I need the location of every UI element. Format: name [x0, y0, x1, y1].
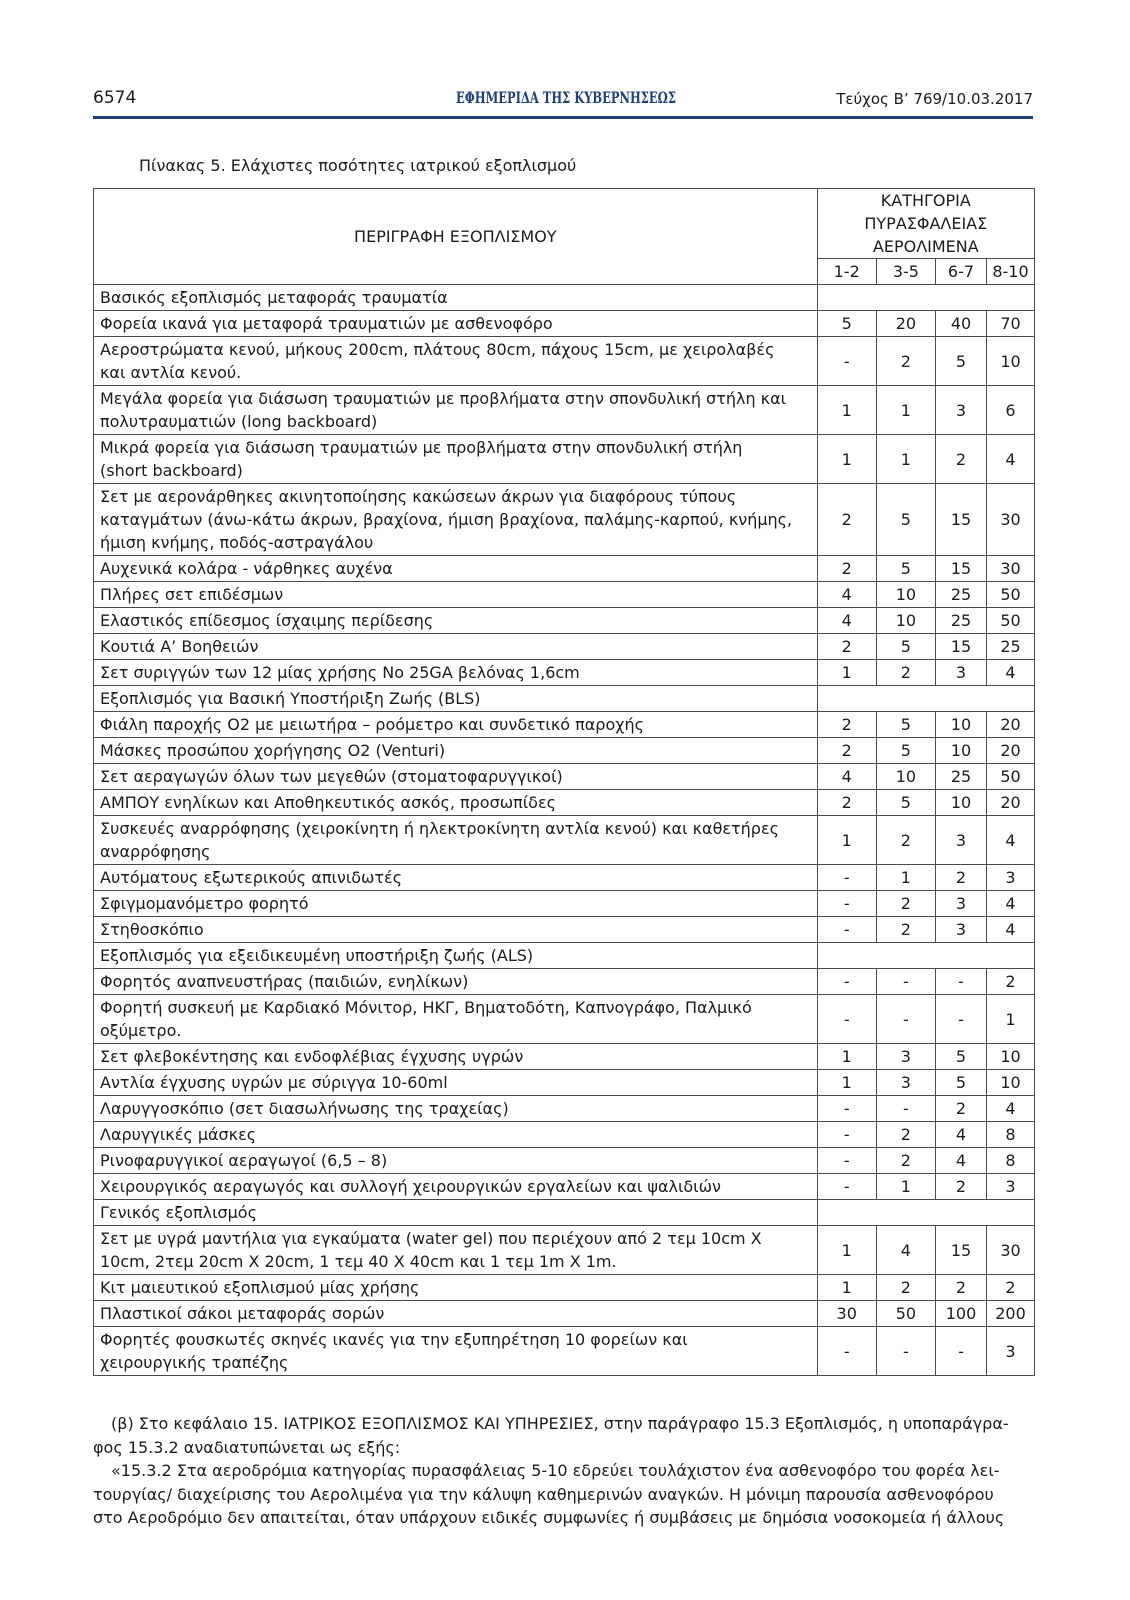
equipment-description: [94, 1327, 818, 1376]
table-row: [94, 1148, 1035, 1174]
table-row: [94, 1070, 1035, 1096]
description-line: Αυχενικά κολάρα - νάρθηκες αυχένα: [100, 559, 393, 578]
quantity-cell: 4: [987, 435, 1035, 484]
quantity-cell: 1: [876, 865, 935, 891]
equipment-description: [94, 1070, 818, 1096]
text-line: τουργίας/ διαχείρισης του Αερολιμένα για την κάλυψη καθημερινών αναγκών. Η μόνιμη παρουσία ασθενοφόρου: [93, 1484, 994, 1504]
equipment-table: [93, 188, 1035, 1376]
table-row: [94, 1301, 1035, 1327]
quantity-cell: 2: [817, 484, 876, 556]
table-caption: Πίνακας 5. Ελάχιστες ποσότητες ιατρικού εξοπλισμού: [139, 156, 577, 175]
quantity-cell: 8: [987, 1148, 1035, 1174]
text-line: (β) Στο κεφάλαιο 15. ΙΑΤΡΙΚΟΣ ΕΞΟΠΛΙΣΜΟΣ ΚΑΙ ΥΠΗΡΕΣΙΕΣ, στην παράγραφο 15.3 Εξοπλισμός, η υποπαράγρα-: [111, 1414, 1009, 1433]
description-line: Ρινοφαρυγγικοί αεραγωγοί (6,5 – 8): [100, 1151, 388, 1170]
quantity-cell: -: [817, 969, 876, 995]
equipment-description: [94, 1044, 818, 1070]
table-section-row: [94, 686, 1035, 712]
table-row: [94, 337, 1035, 386]
quantity-cell: -: [817, 337, 876, 386]
description-line: Φιάλη παροχής Ο2 με μειωτήρα – ροόμετρο και συνδετικό παροχής: [100, 715, 645, 734]
description-line: Σετ φλεβοκέντησης και ενδοφλέβιας έγχυσης υγρών: [100, 1047, 524, 1066]
table-row: [94, 1096, 1035, 1122]
quantity-cell: 2: [935, 1174, 986, 1200]
description-line: και αντλία κενού.: [100, 363, 242, 382]
section-label: Εξοπλισμός για Βασική Υποστήριξη Ζωής (BLS): [94, 686, 818, 712]
section-blank-cell: [817, 943, 1034, 969]
quantity-cell: -: [817, 1148, 876, 1174]
quantity-cell: 70: [987, 311, 1035, 337]
description-line: Ελαστικός επίδεσμος ίσχαιμης περίδεσης: [100, 611, 434, 630]
quantity-cell: 4: [935, 1148, 986, 1174]
table-section-row: [94, 943, 1035, 969]
page-header: [93, 82, 1033, 119]
quantity-cell: 2: [987, 1275, 1035, 1301]
text-line: φος 15.3.2 αναδιατυπώνεται ως εξής:: [93, 1437, 401, 1457]
quantity-cell: 4: [987, 917, 1035, 943]
quantity-cell: 5: [876, 634, 935, 660]
equipment-description: [94, 995, 818, 1044]
section-blank-cell: [817, 686, 1034, 712]
quantity-cell: 25: [935, 582, 986, 608]
quantity-cell: 5: [935, 337, 986, 386]
table-row: [94, 1275, 1035, 1301]
quantity-cell: 2: [876, 660, 935, 686]
quantity-cell: 2: [876, 1148, 935, 1174]
quantity-cell: 10: [935, 738, 986, 764]
equipment-description: [94, 660, 818, 686]
table-row: [94, 608, 1035, 634]
quantity-cell: 3: [935, 816, 986, 865]
table-row: [94, 660, 1035, 686]
section-label: Εξοπλισμός για εξειδικευμένη υποστήριξη ζωής (ALS): [94, 943, 818, 969]
equipment-description: [94, 865, 818, 891]
quantity-cell: 1: [987, 995, 1035, 1044]
quantity-cell: 4: [817, 764, 876, 790]
quantity-cell: 2: [876, 891, 935, 917]
quantity-cell: 10: [987, 1070, 1035, 1096]
quantity-cell: 1: [876, 435, 935, 484]
quantity-cell: 1: [817, 1226, 876, 1275]
quantity-cell: 8: [987, 1122, 1035, 1148]
equipment-description: [94, 816, 818, 865]
quantity-cell: 50: [987, 608, 1035, 634]
quantity-cell: 50: [987, 582, 1035, 608]
equipment-description: [94, 435, 818, 484]
description-line: καταγμάτων (άνω-κάτω άκρων, βραχίονα, ήμιση βραχίονα, παλάμης-καρπού, κνήμης,: [100, 510, 793, 529]
quantity-cell: 3: [935, 917, 986, 943]
description-line: ήμιση κνήμης, ποδός-αστραγάλου: [100, 533, 374, 552]
quantity-cell: 10: [935, 712, 986, 738]
description-line: (short backboard): [100, 461, 243, 480]
equipment-description: [94, 1096, 818, 1122]
quantity-cell: 10: [876, 608, 935, 634]
table-row: [94, 634, 1035, 660]
quantity-cell: -: [935, 1327, 986, 1376]
quantity-cell: 1: [817, 435, 876, 484]
quantity-cell: 1: [817, 816, 876, 865]
quantity-cell: 4: [817, 582, 876, 608]
section-blank-cell: [817, 1200, 1034, 1226]
quantity-cell: 2: [817, 634, 876, 660]
table-row: [94, 969, 1035, 995]
quantity-cell: 1: [876, 1174, 935, 1200]
equipment-description: [94, 1226, 818, 1275]
table-row: [94, 865, 1035, 891]
description-line: Αντλία έγχυσης υγρών με σύριγγα 10-60ml: [100, 1073, 448, 1092]
table-row: [94, 582, 1035, 608]
quantity-cell: 4: [987, 816, 1035, 865]
quantity-cell: 5: [935, 1070, 986, 1096]
quantity-cell: 4: [987, 1096, 1035, 1122]
quantity-cell: 25: [935, 764, 986, 790]
quantity-cell: 1: [817, 1044, 876, 1070]
equipment-description: [94, 1301, 818, 1327]
equipment-description: [94, 1174, 818, 1200]
quantity-cell: 3: [935, 660, 986, 686]
description-line: Κουτιά Α’ Βοηθειών: [100, 637, 259, 656]
quantity-cell: 40: [935, 311, 986, 337]
quantity-cell: 10: [935, 790, 986, 816]
description-line: χειρουργικής τραπέζης: [100, 1353, 289, 1372]
quantity-cell: 1: [876, 386, 935, 435]
quantity-cell: 15: [935, 484, 986, 556]
quantity-cell: 3: [987, 1174, 1035, 1200]
description-line: Χειρουργικός αεραγωγός και συλλογή χειρουργικών εργαλείων και ψαλιδιών: [100, 1177, 721, 1196]
description-line: Σετ με υγρά μαντήλια για εγκαύματα (water gel) που περιέχουν από 2 τεμ 10cm X: [100, 1229, 762, 1248]
quantity-cell: 4: [817, 608, 876, 634]
equipment-description: [94, 712, 818, 738]
quantity-cell: 10: [876, 582, 935, 608]
description-line: Σετ αεραγωγών όλων των μεγεθών (στοματοφαρυγγικοί): [100, 767, 563, 786]
quantity-cell: 2: [876, 337, 935, 386]
table-row: [94, 712, 1035, 738]
equipment-description: [94, 891, 818, 917]
equipment-description: [94, 337, 818, 386]
equipment-description: [94, 386, 818, 435]
description-line: Στηθοσκόπιο: [100, 920, 204, 939]
quantity-cell: 2: [876, 917, 935, 943]
quantity-cell: -: [817, 865, 876, 891]
quantity-cell: 2: [817, 738, 876, 764]
table-section-row: [94, 285, 1035, 311]
description-line: Σετ με αερονάρθηκες ακινητοποίησης κακώσεων άκρων για διαφόρους τύπους: [100, 487, 737, 506]
quantity-cell: 1: [817, 660, 876, 686]
quantity-cell: -: [817, 1174, 876, 1200]
equipment-description: [94, 608, 818, 634]
description-line: Λαρυγγοσκόπιο (σετ διασωλήνωσης της τραχείας): [100, 1099, 509, 1118]
quantity-cell: 10: [987, 337, 1035, 386]
category-col-6-7: 6-7: [935, 259, 986, 285]
quantity-cell: 50: [987, 764, 1035, 790]
quantity-cell: 20: [987, 712, 1035, 738]
section-label: Βασικός εξοπλισμός μεταφοράς τραυματία: [94, 285, 818, 311]
quantity-cell: 3: [935, 891, 986, 917]
equipment-description: [94, 1122, 818, 1148]
quantity-cell: 4: [987, 891, 1035, 917]
quantity-cell: 2: [876, 1122, 935, 1148]
description-line: Πλήρες σετ επιδέσμων: [100, 585, 284, 604]
description-line: Φορητή συσκευή με Καρδιακό Μόνιτορ, ΗΚΓ, Βηματοδότη, Καπνογράφο, Παλμικό: [100, 998, 752, 1017]
gazette-title: ΕΦΗΜΕΡΙΔΑ ΤΗΣ ΚΥΒΕΡΝΗΣΕΩΣ: [456, 88, 676, 107]
description-line: Αεροστρώματα κενού, μήκους 200cm, πλάτους 80cm, πάχους 15cm, με χειρολαβές: [100, 340, 775, 359]
quantity-cell: 2: [935, 1096, 986, 1122]
quantity-cell: 30: [987, 1226, 1035, 1275]
quantity-cell: 15: [935, 556, 986, 582]
equipment-description: [94, 764, 818, 790]
quantity-cell: -: [817, 995, 876, 1044]
quantity-cell: 5: [876, 556, 935, 582]
equipment-description: [94, 634, 818, 660]
table-row: [94, 891, 1035, 917]
quantity-cell: 4: [935, 1122, 986, 1148]
quantity-cell: 200: [987, 1301, 1035, 1327]
equipment-description: [94, 969, 818, 995]
equipment-description: [94, 582, 818, 608]
quantity-cell: 2: [935, 1275, 986, 1301]
equipment-description: [94, 917, 818, 943]
category-col-8-10: 8-10: [987, 259, 1035, 285]
table-row: [94, 556, 1035, 582]
quantity-cell: 4: [987, 660, 1035, 686]
description-line: αναρρόφησης: [100, 842, 211, 861]
quantity-cell: 100: [935, 1301, 986, 1327]
table-row: [94, 764, 1035, 790]
quantity-cell: -: [817, 917, 876, 943]
quantity-cell: 5: [876, 712, 935, 738]
quantity-cell: 15: [935, 634, 986, 660]
quantity-cell: 2: [876, 816, 935, 865]
quantity-cell: -: [935, 995, 986, 1044]
description-line: Μικρά φορεία για διάσωση τραυματιών με προβλήματα στην σπονδυλική στήλη: [100, 438, 743, 457]
description-line: Πλαστικοί σάκοι μεταφοράς σορών: [100, 1304, 385, 1323]
table-row: [94, 1122, 1035, 1148]
category-header-line: ΠΥΡΑΣΦΑΛΕΙΑΣ: [864, 214, 988, 233]
quantity-cell: 5: [876, 738, 935, 764]
table-header-row: [94, 189, 1035, 259]
quantity-cell: 25: [935, 608, 986, 634]
quantity-cell: 1: [817, 1275, 876, 1301]
table-row: [94, 435, 1035, 484]
quantity-cell: 3: [987, 865, 1035, 891]
text-line: «15.3.2 Στα αεροδρόμια κατηγορίας πυρασφάλειας 5-10 εδρεύει τουλάχιστον ένα ασθενοφόρο του φορέα λει-: [111, 1461, 1000, 1480]
table-row: [94, 738, 1035, 764]
quantity-cell: -: [876, 1096, 935, 1122]
quantity-cell: 3: [935, 386, 986, 435]
quantity-cell: 2: [817, 556, 876, 582]
category-col-3-5: 3-5: [876, 259, 935, 285]
quantity-cell: 3: [876, 1044, 935, 1070]
paragraph-b: [93, 1412, 1033, 1459]
quantity-cell: -: [817, 1327, 876, 1376]
quantity-cell: 20: [876, 311, 935, 337]
equipment-description: [94, 1148, 818, 1174]
table-row: [94, 790, 1035, 816]
description-line: Φορητός αναπνευστήρας (παιδιών, ενηλίκων): [100, 972, 469, 991]
table-row: [94, 1327, 1035, 1376]
table-row: [94, 311, 1035, 337]
equipment-description: [94, 790, 818, 816]
description-line: 10cm, 2τεμ 20cm X 20cm, 1 τεμ 40 X 40cm και 1 τεμ 1m X 1m.: [100, 1252, 617, 1271]
quantity-cell: -: [876, 995, 935, 1044]
body-text: [93, 1412, 1033, 1530]
table-row: [94, 386, 1035, 435]
description-line: οξύμετρο.: [100, 1021, 182, 1040]
quantity-cell: -: [817, 1096, 876, 1122]
quantity-cell: 30: [987, 484, 1035, 556]
description-line: Μάσκες προσώπου χορήγησης Ο2 (Venturi): [100, 741, 446, 760]
quantity-cell: 30: [987, 556, 1035, 582]
description-line: Φορητές φουσκωτές σκηνές ικανές για την εξυπηρέτηση 10 φορείων και: [100, 1330, 688, 1349]
quantity-cell: 2: [817, 712, 876, 738]
quantity-cell: 2: [987, 969, 1035, 995]
quantity-cell: 2: [935, 865, 986, 891]
equipment-description: [94, 1275, 818, 1301]
paragraph-15-3-2: [93, 1459, 1033, 1530]
equipment-description: [94, 738, 818, 764]
description-line: Σετ συριγγών των 12 μίας χρήσης Νο 25GA βελόνας 1,6cm: [100, 663, 580, 682]
quantity-cell: 30: [817, 1301, 876, 1327]
section-blank-cell: [817, 285, 1034, 311]
quantity-cell: 1: [817, 386, 876, 435]
table-section-row: [94, 1200, 1035, 1226]
quantity-cell: 6: [987, 386, 1035, 435]
table-row: [94, 917, 1035, 943]
table-row: [94, 1044, 1035, 1070]
description-line: Φορεία ικανά για μεταφορά τραυματιών με ασθενοφόρο: [100, 314, 553, 333]
table-row: [94, 1174, 1035, 1200]
quantity-cell: 15: [935, 1226, 986, 1275]
description-line: Σφιγμομανόμετρο φορητό: [100, 894, 309, 913]
description-line: Συσκευές αναρρόφησης (χειροκίνητη ή ηλεκτροκίνητη αντλία κενού) και καθετήρες: [100, 819, 779, 838]
quantity-cell: 5: [876, 484, 935, 556]
description-line: ΑΜΠΟΥ ενηλίκων και Αποθηκευτικός ασκός, προσωπίδες: [100, 793, 557, 812]
quantity-cell: 1: [817, 1070, 876, 1096]
quantity-cell: 20: [987, 738, 1035, 764]
section-label: Γενικός εξοπλισμός: [94, 1200, 818, 1226]
quantity-cell: 5: [935, 1044, 986, 1070]
quantity-cell: 2: [876, 1275, 935, 1301]
description-line: Μεγάλα φορεία για διάσωση τραυματιών με προβλήματα στην σπονδυλική στήλη και: [100, 389, 787, 408]
table-row: [94, 484, 1035, 556]
quantity-cell: -: [876, 1327, 935, 1376]
text-line: στο Αεροδρόμιο δεν απαιτείται, όταν υπάρχουν ειδικές συμφωνίες ή συμβάσεις με δημόσια νοσοκομεία ή άλλους: [93, 1508, 1005, 1527]
equipment-description: [94, 311, 818, 337]
quantity-cell: 2: [817, 790, 876, 816]
quantity-cell: 50: [876, 1301, 935, 1327]
table-row: [94, 995, 1035, 1044]
column-header-description: ΠΕΡΙΓΡΑΦΗ ΕΞΟΠΛΙΣΜΟΥ: [94, 189, 818, 285]
description-line: Κιτ μαιευτικού εξοπλισμού μίας χρήσης: [100, 1278, 420, 1297]
table-row: [94, 816, 1035, 865]
quantity-cell: 5: [817, 311, 876, 337]
description-line: Λαρυγγικές μάσκες: [100, 1125, 257, 1144]
category-header-line: ΚΑΤΗΓΟΡΙΑ: [880, 191, 971, 210]
category-header-line: ΑΕΡΟΛΙΜΕΝΑ: [872, 237, 979, 256]
quantity-cell: 5: [876, 790, 935, 816]
quantity-cell: 3: [876, 1070, 935, 1096]
table-row: [94, 1226, 1035, 1275]
description-line: Αυτόματους εξωτερικούς απινιδωτές: [100, 868, 403, 887]
equipment-description: [94, 484, 818, 556]
quantity-cell: 10: [987, 1044, 1035, 1070]
quantity-cell: 20: [987, 790, 1035, 816]
page-number: 6574: [93, 88, 137, 108]
column-header-category: [817, 189, 1034, 259]
category-col-1-2: 1-2: [817, 259, 876, 285]
equipment-description: [94, 556, 818, 582]
quantity-cell: 4: [876, 1226, 935, 1275]
quantity-cell: -: [817, 891, 876, 917]
quantity-cell: 3: [987, 1327, 1035, 1376]
quantity-cell: -: [935, 969, 986, 995]
issue-reference: Τεύχος Β’ 769/10.03.2017: [836, 90, 1033, 108]
quantity-cell: 2: [935, 435, 986, 484]
quantity-cell: 25: [987, 634, 1035, 660]
quantity-cell: 10: [876, 764, 935, 790]
quantity-cell: -: [876, 969, 935, 995]
quantity-cell: -: [817, 1122, 876, 1148]
description-line: πολυτραυματιών (long backboard): [100, 412, 378, 431]
